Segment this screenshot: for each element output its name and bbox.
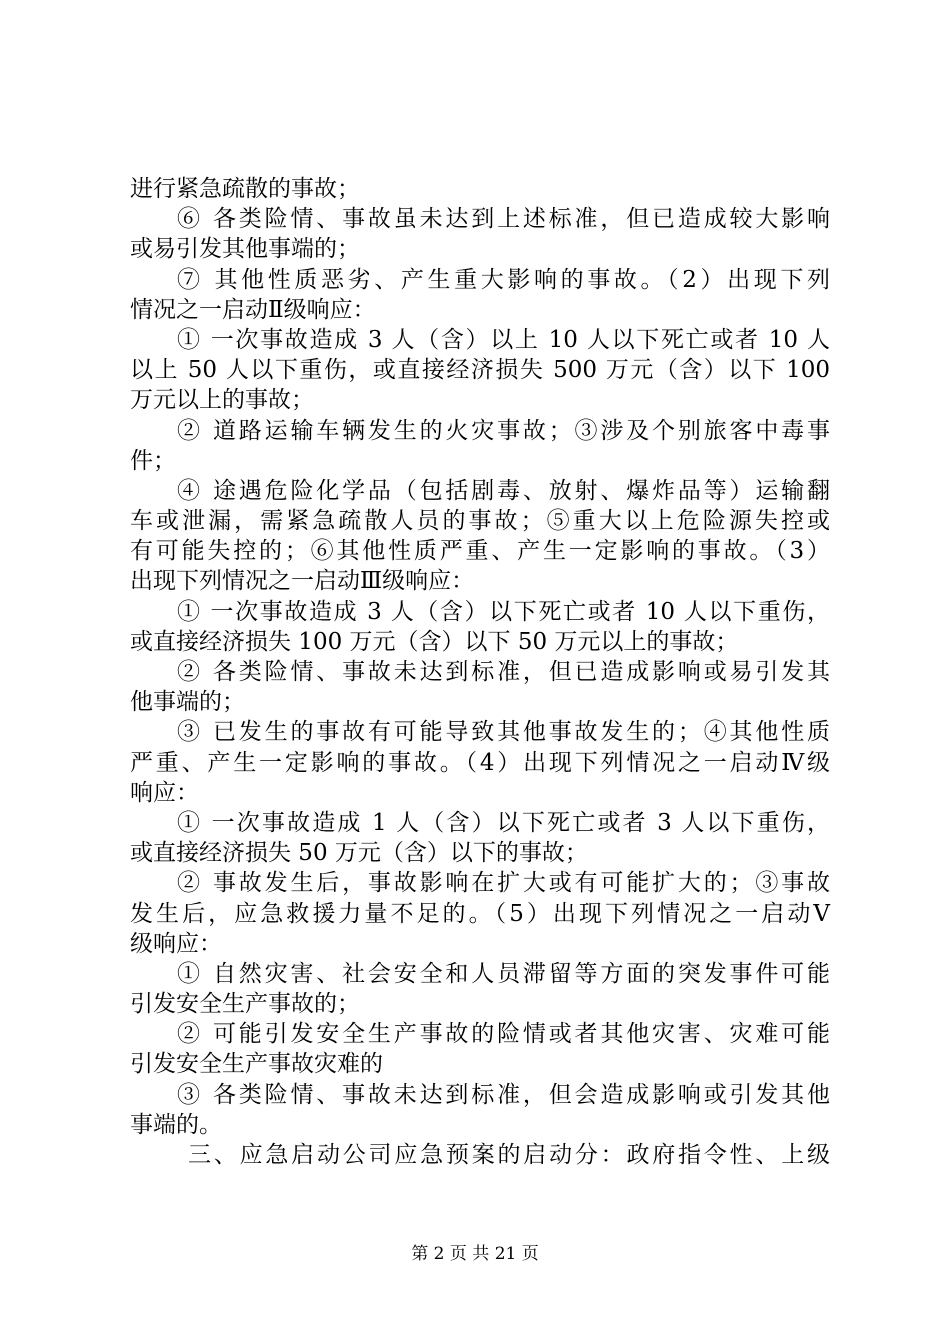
page-number-footer: 第 2 页 共 21 页	[411, 1244, 539, 1264]
text-line: 进行紧急疏散的事故；	[130, 176, 360, 202]
text-line: ② 事故发生后，事故影响在扩大或有可能扩大的；③事故	[177, 870, 830, 897]
text-line: 响应：	[130, 779, 199, 806]
text-line: 情况之一启动Ⅱ级响应：	[130, 296, 376, 323]
text-line: 事端的。	[130, 1111, 222, 1138]
section-heading-line: 三、应急启动公司应急预案的启动分：政府指令性、上级	[188, 1142, 830, 1168]
text-line: 引发安全生产事故灾难的	[130, 1051, 383, 1078]
text-line: ③ 已发生的事故有可能导致其他事故发生的；④其他性质	[177, 719, 830, 746]
text-line: ① 一次事故造成 3 人（含）以下死亡或者 10 人以下重伤，	[177, 598, 830, 625]
text-line: ② 可能引发安全生产事故的险情或者其他灾害、灾难可能	[177, 1021, 830, 1048]
text-line: ① 一次事故造成 3 人（含）以上 10 人以下死亡或者 10 人	[177, 326, 830, 353]
text-line: ① 自然灾害、社会安全和人员滞留等方面的突发事件可能	[177, 960, 830, 987]
text-line: ② 道路运输车辆发生的火灾事故；③涉及个别旅客中毒事	[177, 417, 830, 444]
text-line: 严重、产生一定影响的事故。（4）出现下列情况之一启动Ⅳ级	[130, 749, 830, 776]
text-line: 或直接经济损失 100 万元（含）以下 50 万元以上的事故；	[130, 628, 739, 655]
text-line: 有可能失控的；⑥其他性质严重、产生一定影响的事故。（3）	[130, 538, 830, 565]
text-line: 他事端的；	[130, 689, 245, 716]
document-body	[130, 174, 830, 1170]
text-line: ⑥ 各类险情、事故虽未达到上述标准，但已造成较大影响	[177, 206, 830, 233]
text-line: 或易引发其他事端的；	[130, 236, 360, 263]
text-line: 引发安全生产事故的；	[130, 991, 360, 1018]
text-line: 或直接经济损失 50 万元（含）以下的事故；	[130, 840, 588, 867]
text-line: 以上 50 人以下重伤，或直接经济损失 500 万元（含）以下 100	[130, 357, 830, 384]
text-line: 级响应：	[130, 930, 222, 957]
text-line: 发生后，应急救援力量不足的。（5）出现下列情况之一启动Ⅴ	[130, 900, 830, 927]
text-line: ① 一次事故造成 1 人（含）以下死亡或者 3 人以下重伤，	[177, 809, 830, 836]
text-line: 万元以上的事故；	[130, 387, 314, 414]
text-line: 车或泄漏，需紧急疏散人员的事故；⑤重大以上危险源失控或	[130, 508, 830, 535]
text-line: ④ 途遇危险化学品（包括剧毒、放射、爆炸品等）运输翻	[177, 477, 830, 504]
text-line: 件；	[130, 447, 176, 474]
text-line: 出现下列情况之一启动Ⅲ级响应：	[130, 568, 475, 595]
text-line: ② 各类险情、事故未达到标准，但已造成影响或易引发其	[177, 659, 830, 685]
text-line: ③ 各类险情、事故未达到标准，但会造成影响或引发其他	[177, 1081, 830, 1108]
text-line: ⑦ 其他性质恶劣、产生重大影响的事故。（2）出现下列	[177, 266, 830, 293]
